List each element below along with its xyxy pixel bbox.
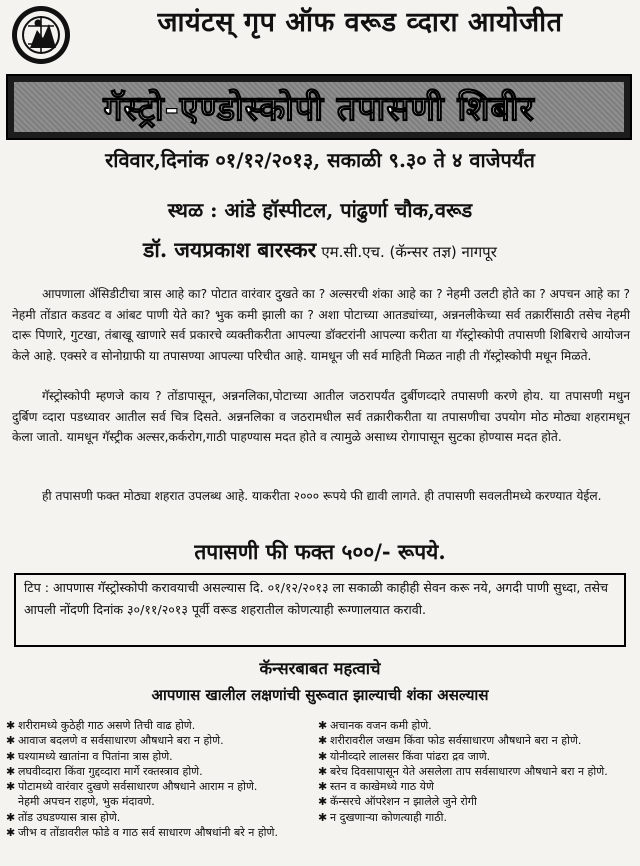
asterisk-bullet-icon: ✱ (318, 749, 328, 763)
doctor-credentials: एम.सी.एच. (कॅन्सर तज्ञ) नागपूर (321, 243, 497, 261)
organizer-heading: जायंटस् गृप ऑफ वरूड व्दारा आयोजीत (157, 7, 563, 38)
cancer-section-title: कॅन्सरबाबत महत्वाचे (259, 659, 381, 678)
symptom-item: ✱ स्तन व काखेमध्ये गाठ येणे (318, 780, 434, 794)
fee-notice: तपासणी फी फक्त ५००/- रूपये. (194, 539, 446, 564)
symptom-item: ✱ अचानक वजन कमी होणे. (318, 719, 432, 732)
asterisk-bullet-icon: ✱ (6, 749, 16, 763)
giants-group-logo-icon (10, 4, 72, 66)
asterisk-bullet-icon: ✱ (6, 764, 16, 778)
asterisk-bullet-icon: ✱ (6, 734, 16, 748)
asterisk-bullet-icon: ✱ (318, 780, 328, 794)
symptom-item: ✱ बरेच दिवसापासून येते असलेला ताप सर्वसाधारण औषधाने बरा न होणे. (318, 764, 608, 778)
availability-paragraph: ही तपासणी फक्त मोठ्या शहरात उपलब्ध आहे. याकरीता २००० रूपये फी द्यावी लागते. ही तपासणी सवलतीमध्ये करण्यात येईल. (42, 489, 602, 503)
asterisk-bullet-icon: ✱ (318, 719, 328, 732)
note-text: टिप : आपणास गॅस्ट्रोस्कोपी करावयाची असल्यास दि. ०१/१२/२०१३ ला सकाळी काहीही सेवन करू नये, अगदी पाणी सुध्दा, तसेच आपली नोंदणी दिनांक ३०/११/२०१३ पूर्वी वरूड शहरातील कोणत्याही रूग्णालयात करावी. (24, 580, 609, 617)
asterisk-bullet-icon: ✱ (6, 719, 16, 732)
intro-paragraph: आपणाला ॲसिडीटीचा त्रास आहे का? पोटात वारंवार दुखते का ? अल्सरची शंका आहे का ? नेहमी उलटी होते का ? अपचन आहे का ? नेहमी तोंडात कडवट व आंबट पाणी येते का? भुक कमी झाली का ? अशा पोटाच्या आतड्यांच्या, अन्ननलीकेच्या सर्व तक्रारींसाठी तसेच नेहमी दारू पिणारे, गुटखा, तंबाखू खाणारे सर्व प्रकारचे व्यक्तीकरीता आपल्या डॉक्टरांनी आपल्या करीता या गॅस्ट्रोस्कोपी तपासणी शिबिराचे आयोजन केले आहे. एक्सरे व सोनोग्राफी या तपासण्या आपल्या परिचीत आहे. यामधून जी सर्व माहिती मिळत नाही ती गॅस्ट्रोस्कोपी मधून मिळते. (12, 287, 630, 363)
asterisk-bullet-icon: ✱ (6, 780, 16, 794)
symptom-item: ✱ न दुखणाऱ्या कोणत्याही गाठी. (318, 810, 448, 824)
symptom-item: ✱ शरीरावरील जखम किंवा फोड सर्वसाधारण औषधाने बरा न होणे. (318, 734, 582, 748)
symptom-list-right (318, 718, 636, 825)
asterisk-bullet-icon: ✱ (318, 734, 328, 748)
doctor-info (10, 236, 630, 264)
symptom-item: ✱ जीभ व तोंडावरील फोडे व गाठ सर्व साधारण औषधांनी बरे न होणे. (6, 826, 278, 840)
camp-title: गॅस्ट्रो-एण्डोस्कोपी तपासणी शिबीर (103, 89, 535, 129)
event-venue: स्थळ : आंडे हॉस्पीटल, पांढुर्णा चौक,वरूड (167, 198, 473, 222)
note-box (14, 573, 626, 647)
gastroscopy-paragraph: गॅस्ट्रोस्कोपी म्हणजे काय ? तोंडापासून, अन्ननलिका,पोटाच्या आतील जठरापर्यंत दुर्बीणव्दारे तपासणी करणे होय. या तपासणी मधुन दुर्बिण व्दारा पडध्यावर आतील सर्व चित्र दिसते. अन्ननलिका व जठरामधील सर्व तक्रारीकरीता या तपासणीचा उपयोग मोठ मोठ्या शहरामधून केला जातो. यामधून गॅस्ट्रीक अल्सर,कर्करोग,गाठी पाहण्यास मदत होते व त्यामुळे असाध्य रोगापासून सुटका होण्यास मदत होते. (12, 389, 630, 444)
symptom-item: ✱ योनीव्दारे लालसर किंवा पांढरा द्रव जाणे. (318, 749, 491, 763)
event-date-time: रविवार,दिनांक ०१/१२/२०१३, सकाळी ९.३० ते ४ वाजेपर्यंत (105, 148, 535, 172)
symptom-item: ✱ तोंड उघडण्यास त्रास होणे. (6, 810, 121, 824)
asterisk-bullet-icon: ✱ (6, 826, 16, 840)
symptom-item: ✱ पोटामध्ये वारंवार दुखणे सर्वसाधारण औषधाने आराम न होणे. (6, 780, 258, 794)
asterisk-bullet-icon: ✱ (318, 764, 328, 778)
symptom-item: ✱ लघवीव्दारा किंवा गुद्दव्दारा मार्गे रक्तस्त्राव होणे. (6, 764, 203, 778)
symptom-item: ✱ आवाज बदलणे व सर्वसाधारण औषधाने बरा न होणे. (6, 734, 224, 748)
symptom-item: ✱ घश्यामध्ये खातांना व पितांना त्रास होणे. (6, 749, 173, 763)
symptom-list-left (6, 718, 316, 840)
doctor-name: डॉ. जयप्रकाश बारस्कर (143, 237, 317, 262)
asterisk-bullet-icon: ✱ (318, 795, 328, 809)
symptom-item: ✱ शरीरामध्ये कुठेही गाठ असणे तिची वाढ होणे. (6, 719, 196, 732)
asterisk-bullet-icon: ✱ (6, 810, 16, 824)
cancer-section-subtitle: आपणास खालील लक्षणांची सुरूवात झाल्याची शंका असल्यास (151, 686, 489, 704)
symptom-item: ✱ कॅन्सरचे ऑपरेशन न झालेले जुने रोगी (318, 795, 477, 809)
asterisk-bullet-icon: ✱ (318, 810, 328, 824)
camp-title-banner (6, 74, 632, 140)
symptom-item-continuation: नेहमी अपचन राहणे, भुक मंदावणे. (18, 795, 155, 809)
